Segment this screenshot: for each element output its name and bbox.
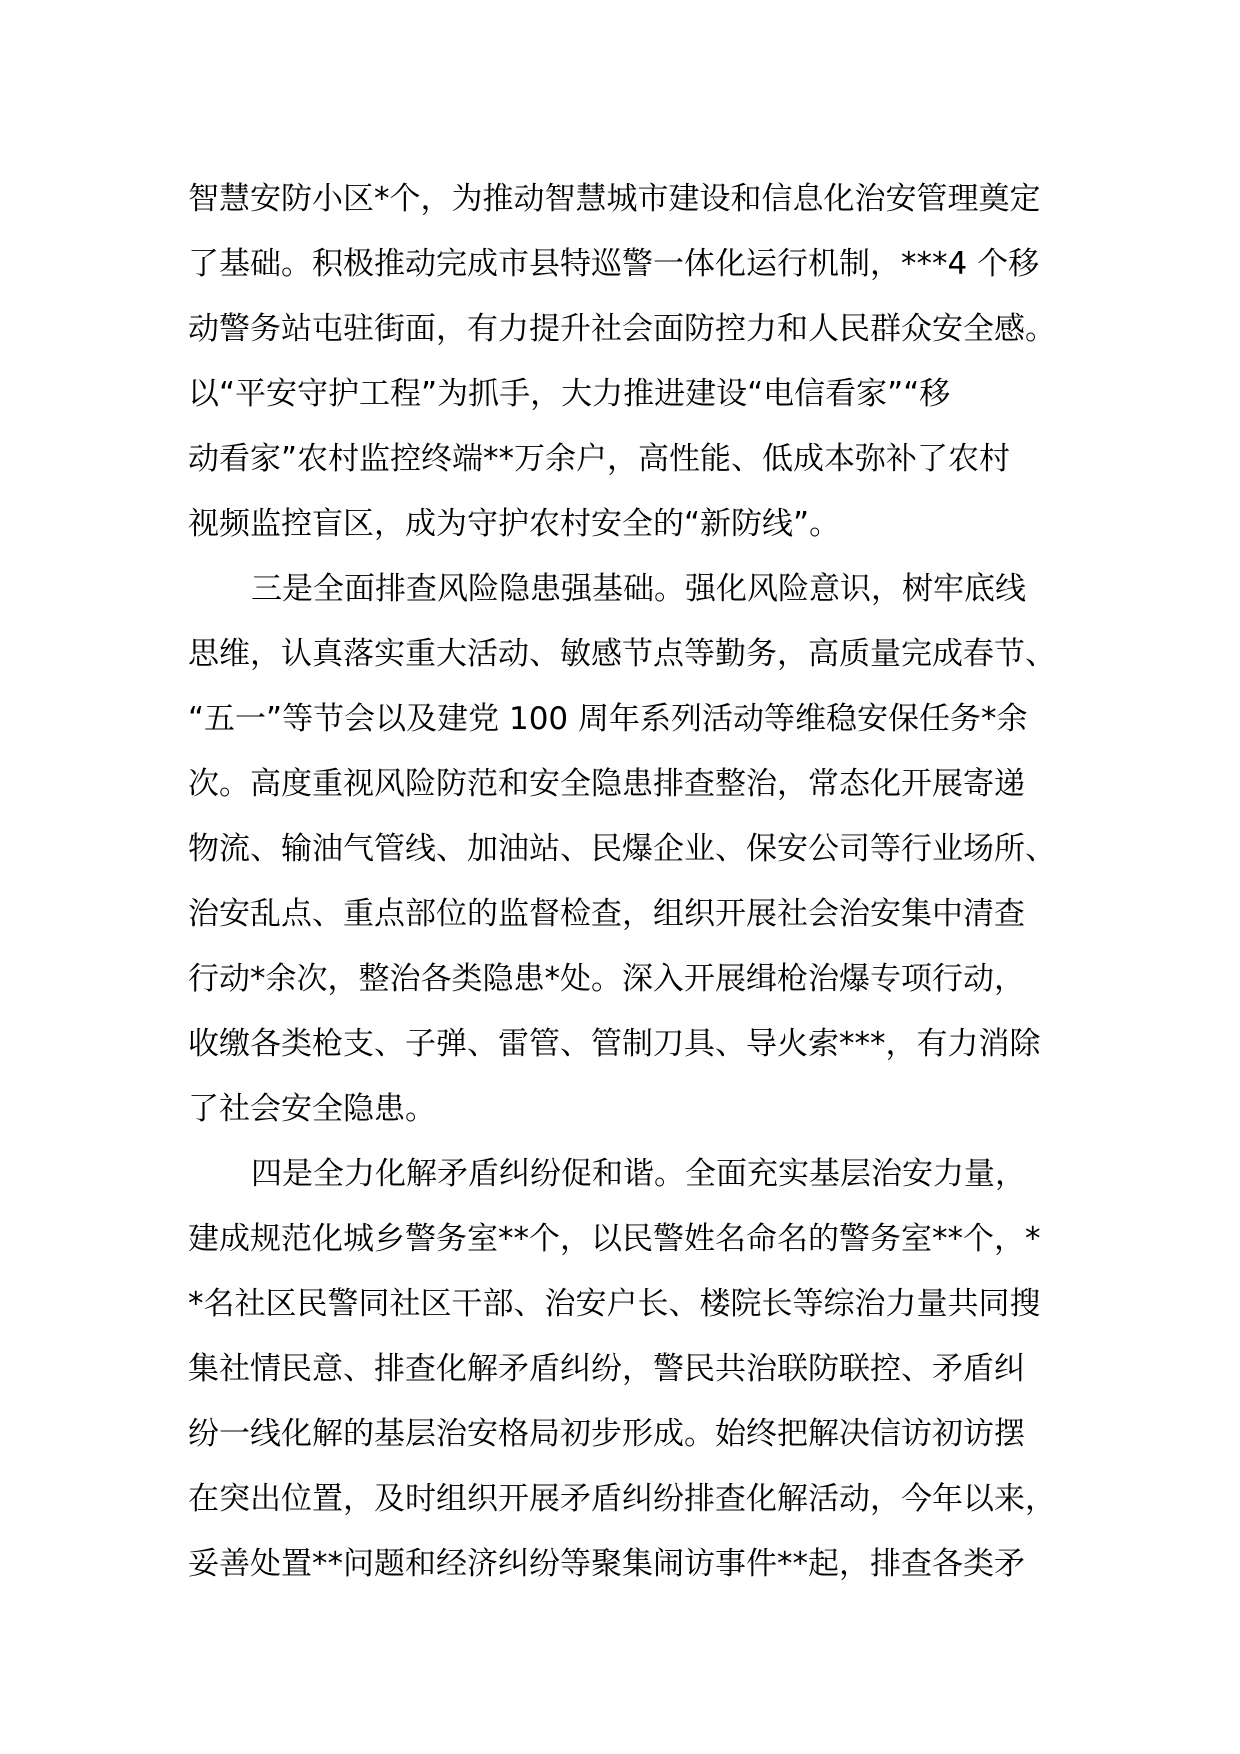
text-line: 思维，认真落实重大活动、敏感节点等勤务，高质量完成春节、 (188, 636, 1056, 672)
text-line: 视频监控盲区，成为守护农村安全的“新防线”。 (188, 506, 841, 542)
text-line: 集社情民意、排查化解矛盾纠纷，警民共治联防联控、矛盾纠 (188, 1351, 1025, 1387)
text-line: 收缴各类枪支、子弹、雷管、管制刀具、导火索***，有力消除 (188, 1026, 1041, 1062)
text-line: 在突出位置，及时组织开展矛盾纠纷排查化解活动，今年以来， (188, 1481, 1056, 1517)
text-line: 动警务站屯驻街面，有力提升社会面防控力和人民群众安全感。 (188, 311, 1056, 347)
text-line: “五一”等节会以及建党 100 周年系列活动等维稳安保任务*余 (188, 701, 1028, 737)
text-line: 治安乱点、重点部位的监督检查，组织开展社会治安集中清查 (188, 896, 1025, 932)
body-text (188, 167, 1068, 1597)
text-line: *名社区民警同社区干部、治安户长、楼院长等综治力量共同搜 (188, 1286, 1041, 1322)
text-line: 妥善处置**问题和经济纠纷等聚集闹访事件**起，排查各类矛 (188, 1546, 1025, 1582)
text-line: 次。高度重视风险防范和安全隐患排查整治，常态化开展寄递 (188, 766, 1025, 802)
text-line: 了基础。积极推动完成市县特巡警一体化运行机制，***4 个移 (188, 246, 1040, 282)
text-line: 行动*余次，整治各类隐患*处。深入开展缉枪治爆专项行动， (188, 961, 1025, 997)
text-line: 了社会安全隐患。 (188, 1091, 436, 1127)
text-line: 物流、输油气管线、加油站、民爆企业、保安公司等行业场所、 (188, 831, 1056, 867)
text-line: 纷一线化解的基层治安格局初步形成。始终把解决信访初访摆 (188, 1416, 1025, 1452)
text-line: 动看家”农村监控终端**万余户，高性能、低成本弥补了农村 (188, 441, 1011, 477)
text-line: 以“平安守护工程”为抓手，大力推进建设“电信看家”“移 (188, 376, 951, 412)
text-line: 建成规范化城乡警务室**个，以民警姓名命名的警务室**个，* (188, 1221, 1041, 1257)
text-line: 智慧安防小区*个，为推动智慧城市建设和信息化治安管理奠定 (188, 181, 1041, 217)
paragraph-first-line: 三是全面排查风险隐患强基础。强化风险意识，树牢底线 (251, 571, 1026, 607)
paragraph-first-line: 四是全力化解矛盾纠纷促和谐。全面充实基层治安力量， (251, 1156, 1026, 1192)
